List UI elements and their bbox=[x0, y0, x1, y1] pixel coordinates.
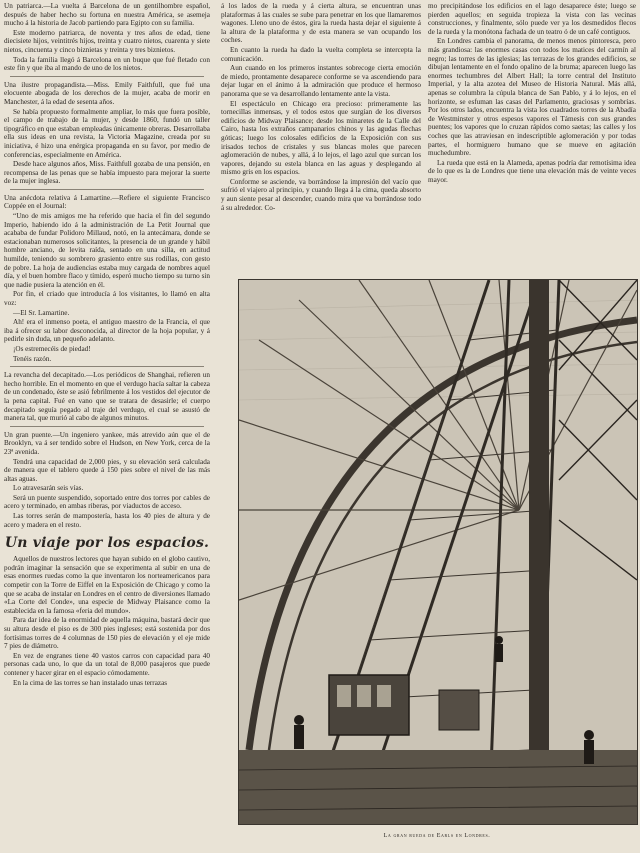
article-bridge-p3: Lo atravesarán seis vías. bbox=[13, 484, 84, 493]
feature-p3: En vez de engranes tiene 40 vastos carros con capacidad para 40 personas cada uno, lo que da un total de 8,000 pasajeros que puede contener y hacer girar en el espacio cómodamente. bbox=[4, 651, 210, 677]
article-propagandist-p1: Una ilustre propagandista.—Miss. Emily Faithfull, que fué una elocuente abogada de los derechos de la mujer, acaba de morir en Manchester, á la edad de sesenta años. bbox=[4, 80, 210, 106]
article-lamartine-p2: “Uno de mis amigos me ha referido que hacia el fin del segundo Imperio, habiendo ido á la administración de La Petit Journal que acababa de fundar Polidoro Millaud, notó, en la antecámara, donde se estacionaban numerosos solicitantes, la presencia de un grande y hábil hombre anciano, de levita raída, sentado en una silla, en actitud humilde, teniendo su sombrero grasiento entre sus rodillas, con gesto de pobre. La hoja de audiencias estaba muy cargada de nombres aquel día, y el buen hombre flaco y tímido, esperó mucho tiempo su turno sin que nadie pusiera la atención en él. bbox=[4, 212, 210, 289]
article-decapitated-p1: La revancha del decapitado.—Los periódicos de Shanghai, refieren un hecho horrible. En el momento en que el verdugo hacía saltar la cabeza de un condenado, éste se asió febrilmente á los vestidos del ejecutor de la pena capital. Fué en vano que se tratara de desasirle; el cuerpo decapitado seguía pegado al traje del verdugo, el cual se asustó de manera tal, que murió al cabo de algunos minutos. bbox=[4, 371, 210, 423]
column-middle bbox=[221, 2, 421, 272]
feature-p4: En la cima de las torres se han instalado unas terrazas bbox=[13, 678, 168, 687]
article-bridge-p2: Tendrá una capacidad de 2,000 pies, y su elevación será calculada de manera que el tablero quede á 150 pies sobre el nivel de las más altas aguas. bbox=[4, 457, 210, 483]
article-lamartine-p7: Tenéis razón. bbox=[13, 354, 52, 363]
ferris-wheel-engraving bbox=[238, 279, 638, 825]
article-bridge-p4: Será un puente suspendido, soportado entre dos torres por cables de acero y terminado, en ambas riberas, por viaductos de acceso. bbox=[4, 493, 210, 511]
feature-cont-p3: Aun cuando en los primeros instantes sobrecoge cierta emoción de miedo, prontamente desaparece conforme se va ascendiendo para dejar lugar en el ánimo á la admiración que produce el hermoso panorama que se va desarrollando lentamente ante la vista. bbox=[221, 64, 421, 98]
feature-cont-p7: En Londres cambia el panorama, de menos menos pintoresca, pero más grandiosa: las enormes casas con todos los matices del carmín al negro; las torres de las iglesias; las terrazas de los grandes edificios, se dibujan lentamente en el fondo opalino de la bruma; aparecen luego las enormes techumbres del Albert Hall; la torre central del Instituto Imperial, y la alta azotea del Museo de Historia Natural. Más allá, apenas se columbra la cúpula blanca de San Pablo, y á lo lejos, en el horizonte, se esfuman las casas del Parlamento, graciosas y sombrías. Por los otros lados, encuentra la vista los cuadrados torres de la Abadía de Westminster y otros espesos vapores el Támesis con sus grandes puentes; los vapores que lo cruzan rápidos como saetas; las calles y los coches que las atraviesan en indescriptible aglomeración y por todas partes, el hormiguero humano que se mueve en agitación muchedumbre. bbox=[428, 37, 636, 158]
feature-cont-p4: El espectáculo en Chicago era precioso: primeramente las tornecillas inmensas, y el todos estos que surgían de los diversos edificios de Midway Plaisance; desde los minaretes de la Calle del Cairo, hasta los extraños campanarios chinos y las agudas flechas góticas; luego los colosales edificios de la Exposición con sus irisados techos de cristales y sus blancas moles que parecen aglomeración de nubes, y allá, á lo lejos, el lago azul que surcan los vapores, dejando su estela blanca en las aguas y desplegando al mismo gris en los espacios. bbox=[221, 99, 421, 177]
article-lamartine-p1: Una anécdota relativa á Lamartine.—Refiere el siguiente Francisco Coppée en el Journal: bbox=[4, 193, 210, 211]
divider bbox=[10, 366, 204, 367]
column-right bbox=[428, 2, 636, 272]
article-patriarch-p1: Un patriarca.—La vuelta á Barcelona de un gentilhombre español, después de haber hecho su fortuna en nuestra América, se asemeja mucho á la historia de Jacob partiendo para Egipto con su familia. bbox=[4, 2, 210, 28]
feature-p1: Aquellos de nuestros lectores que hayan subido en el globo cautivo, podrán imaginar la sensación que se experimenta al subir en una de esas enormes ruedas como la que inventaron los norteamericanos para competir con la Torre de Eiffel en la Exposición de Chicago y como la que se acaba de instalar en Londres en el centro de diversiones llamado «La Corte del Conde», una especie de Midway Plaisance como la establecida en la famosa «feria del mundo». bbox=[4, 555, 210, 615]
article-patriarch-p3: Toda la familia llegó á Barcelona en un buque que fué fletado con este fin y que iba al mando de uno de los nietos. bbox=[4, 55, 210, 73]
feature-cont-p1: á los lados de la rueda y á cierta altura, se encuentran unas plataformas á las cuales se sube para penetrar en los que llamaremos wagones. Lleno uno de éstos, gira la rueda hasta dejar el siguiente á la altura de la plataforma y de esta manera se van ocupando los coches. bbox=[221, 2, 421, 45]
article-propagandist-p3: Desde hace algunos años, Miss. Faithfull gozaba de una pensión, en recompensa de las penas que se había impuesto para mejorar la suerte de la mujer inglesa. bbox=[4, 160, 210, 186]
article-lamartine-p4: —El Sr. Lamartine. bbox=[13, 308, 70, 317]
feature-cont-p6: mo precipitándose los edificios en el lago desaparece éste; luego se pierden aquellos; en seguida tropieza la vista con las vecinas construcciones, y finalmente, sólo puede ver ya los desmedidos flecos de la rueda y la monótona fachada de un teatro ó de un café contiguos. bbox=[428, 2, 636, 36]
article-bridge-p5: Las torres serán de mampostería, hasta los 40 pies de altura y de acero y madera en el resto. bbox=[4, 512, 210, 529]
divider bbox=[10, 426, 204, 427]
article-propagandist-p2: Se había propuesto formalmente ampliar, lo más que fuera posible, el campo de trabajo de la mujer, y desde 1860, fundó un taller tipográfico en que estaban empleadas únicamente obreras. Desarrollaba ella sus ideas en una revista, la Victoria Magazine, creada por su iniciativa, é hizo una enérgica propaganda en su favor, por medio de conferencias, especialmente en América. bbox=[4, 107, 210, 159]
ferris-wheel-illustration bbox=[239, 280, 637, 824]
figure-caption: La gran rueda de Earls en Londres. bbox=[383, 833, 491, 839]
article-lamartine-p6: ¡Os estremecéis de piedad! bbox=[13, 344, 91, 353]
feature-cont-p5: Conforme se asciende, va borrándose la impresión del vacío que sufrió el viajero al principio, y cuando llega á la cima, queda absorto y aun siente pesar al descender, cuando mira que va borrándose todo á su alrededor. Co- bbox=[221, 177, 421, 212]
feature-cont-p8: La rueda que está en la Alameda, apenas podría dar remotísima idea de lo que es la de Londres que tiene una elevación más de veinte veces mayor. bbox=[428, 158, 636, 184]
article-bridge-p1: Un gran puente.—Un ingeniero yankee, más atrevido aún que el de Brooklyn, va á ser tendido sobre el Hudson, en New York, cerca de la 23ª avenida. bbox=[4, 430, 210, 456]
article-lamartine-p3: Por fin, el criado que introducía á los visitantes, lo llamó en alta voz: bbox=[4, 290, 210, 307]
article-patriarch-p2: Este moderno patriarca, de noventa y tres años de edad, tiene diecisiete hijos, veintitrés hijos, treinta y cuatro nietos, cuarenta y siete nietos, cincuenta y cinco biznietas y treinta y tres biznietos. bbox=[4, 28, 210, 54]
feature-p2: Para dar idea de la enormidad de aquella máquina, bastará decir que su altura desde el piso es de 300 pies ingleses; está sostenida por dos fortísimas torres de 4 columnas de 150 pies de elevación y el eje mide 7 pies de diámetro. bbox=[4, 616, 210, 651]
article-lamartine-p5: Ah! era el inmenso poeta, el antiguo maestro de la Francia, el que iba á ofrecer su labor desconocida, al director de la hoja popular, y á pedirle sin duda, un pequeño adelanto. bbox=[4, 318, 210, 344]
column-left bbox=[4, 2, 210, 851]
feature-title: Un viaje por los espacios. bbox=[4, 535, 210, 552]
divider bbox=[10, 189, 204, 190]
divider bbox=[10, 76, 204, 77]
feature-cont-p2: En cuanto la rueda ha dado la vuelta completa se intercepta la comunicación. bbox=[221, 45, 421, 63]
